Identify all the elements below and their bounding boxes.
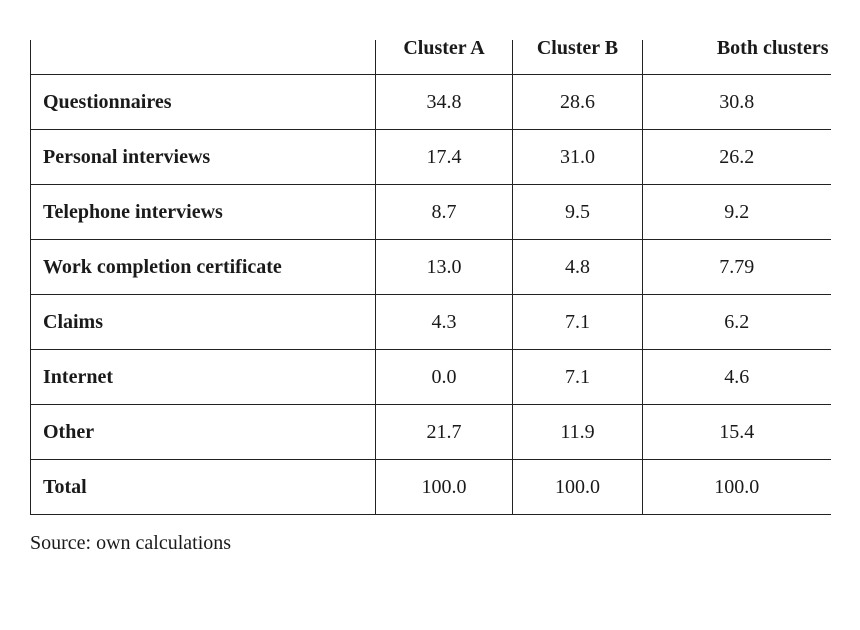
row-label: Internet — [31, 350, 376, 405]
source-note: Source: own calculations — [30, 532, 232, 554]
cell-cluster-b: 31.0 — [513, 130, 643, 185]
row-label: Work completion certificate — [31, 240, 376, 295]
table-row — [31, 75, 831, 130]
cell-cluster-b: 7.1 — [513, 350, 643, 405]
table-row — [31, 240, 831, 295]
table-row — [31, 185, 831, 240]
header-cluster-a: Cluster A — [376, 40, 513, 75]
cell-both-clusters: 7.79 — [643, 240, 831, 295]
header-both-clusters: Both clusters — [643, 40, 831, 75]
cell-cluster-a: 13.0 — [376, 240, 513, 295]
cell-both-clusters: 26.2 — [643, 130, 831, 185]
table-row — [31, 295, 831, 350]
cell-cluster-b: 4.8 — [513, 240, 643, 295]
cell-cluster-a: 100.0 — [376, 460, 513, 515]
cell-both-clusters: 15.4 — [643, 405, 831, 460]
header-cluster-b: Cluster B — [513, 40, 643, 75]
cell-cluster-b: 7.1 — [513, 295, 643, 350]
cell-cluster-a: 8.7 — [376, 185, 513, 240]
row-label: Total — [31, 460, 376, 515]
cell-cluster-a: 0.0 — [376, 350, 513, 405]
cell-cluster-b: 100.0 — [513, 460, 643, 515]
table-header-row — [31, 40, 831, 75]
cell-both-clusters: 100.0 — [643, 460, 831, 515]
table-row — [31, 405, 831, 460]
row-label: Claims — [31, 295, 376, 350]
row-label: Other — [31, 405, 376, 460]
data-table — [30, 37, 831, 515]
cell-cluster-b: 9.5 — [513, 185, 643, 240]
table-row-total — [31, 460, 831, 515]
cell-cluster-b: 11.9 — [513, 405, 643, 460]
cell-both-clusters: 9.2 — [643, 185, 831, 240]
cell-both-clusters: 4.6 — [643, 350, 831, 405]
table-row — [31, 350, 831, 405]
row-label: Telephone interviews — [31, 185, 376, 240]
cell-cluster-a: 17.4 — [376, 130, 513, 185]
cell-cluster-a: 34.8 — [376, 75, 513, 130]
row-label: Questionnaires — [31, 75, 376, 130]
table-row — [31, 130, 831, 185]
data-table-container — [30, 37, 830, 515]
header-empty — [31, 40, 376, 75]
cell-cluster-b: 28.6 — [513, 75, 643, 130]
cell-both-clusters: 6.2 — [643, 295, 831, 350]
cell-both-clusters: 30.8 — [643, 75, 831, 130]
cell-cluster-a: 21.7 — [376, 405, 513, 460]
cell-cluster-a: 4.3 — [376, 295, 513, 350]
row-label: Personal interviews — [31, 130, 376, 185]
